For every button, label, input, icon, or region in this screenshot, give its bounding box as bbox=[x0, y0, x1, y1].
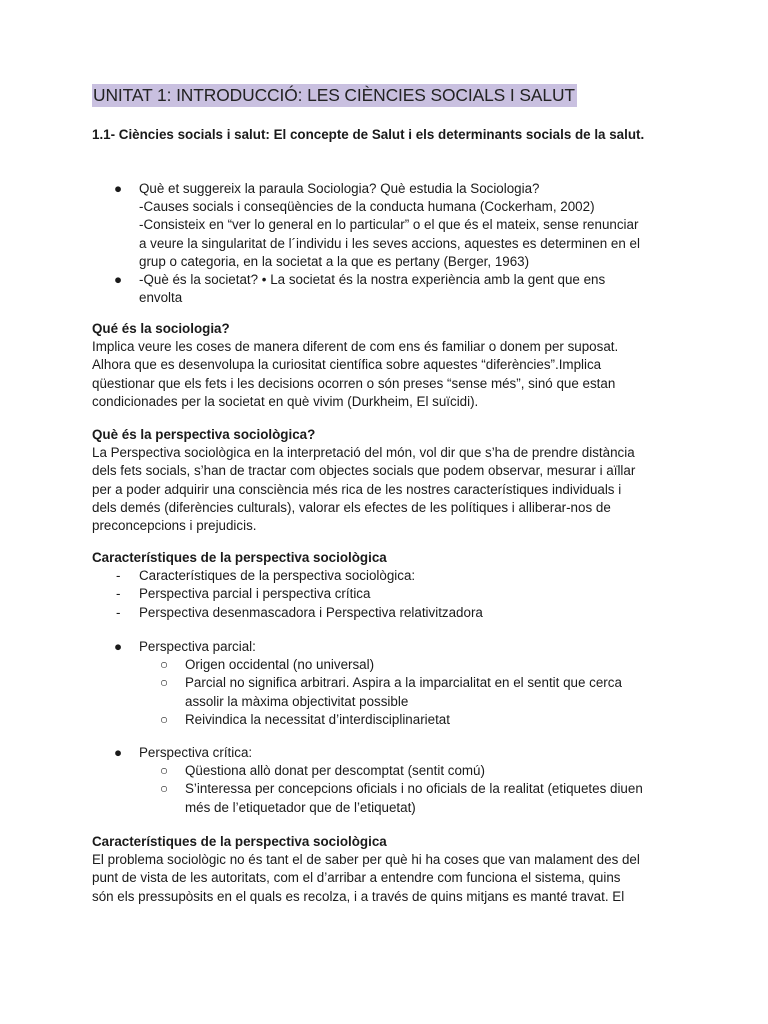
list-item-line: -Consisteix en “ver lo general en lo particular” o el que és el mateix, sense renunciar bbox=[139, 217, 639, 233]
section-characteristics-2 bbox=[92, 833, 682, 906]
bullet-icon: ● bbox=[114, 181, 123, 196]
list-item-line: Què et suggereix la paraula Sociologia? Què estudia la Sociologia? bbox=[139, 181, 540, 196]
section-heading: Qué és la sociologia? bbox=[92, 321, 230, 336]
circle-bullet-icon: ○ bbox=[160, 675, 169, 691]
list-item-text: Qüestiona allò donat per descomptat (sentit comú) bbox=[185, 763, 485, 779]
dash-marker: - bbox=[116, 586, 121, 602]
list-item-text: Perspectiva parcial i perspectiva crítica bbox=[139, 586, 371, 602]
bullet-icon: ● bbox=[114, 745, 123, 760]
sub-list-item bbox=[92, 656, 682, 674]
list-item-line: a veure la singularitat de l´individu i les seves accions, aquestes es determinen en el bbox=[139, 235, 640, 251]
circle-bullet-icon: ○ bbox=[160, 711, 169, 727]
list-item bbox=[92, 567, 682, 585]
section-heading: Què és la perspectiva sociològica? bbox=[92, 427, 316, 442]
list-item-line: envolta bbox=[139, 290, 183, 306]
paragraph-line: La Perspectiva sociològica en la interpretació del món, vol dir que s’ha de prendre distància bbox=[92, 445, 635, 461]
list-item-line: Parcial no significa arbitrari. Aspira a la imparcialitat en el sentit que cerca bbox=[185, 675, 622, 691]
section-heading: Característiques de la perspectiva sociològica bbox=[92, 834, 387, 849]
paragraph-line: qüestionar que els fets i les decisions ocorren o són preses “sense més”, sinó que estan bbox=[92, 375, 616, 391]
list-item-line: més de l’etiquetador que de l’etiquetat) bbox=[185, 799, 416, 815]
paragraph-line: El problema sociològic no és tant el de saber per què hi ha coses que van malament des del bbox=[92, 852, 640, 868]
list-item bbox=[92, 638, 682, 656]
partial-perspective-list bbox=[92, 638, 682, 729]
paragraph-line: condicionades per la societat en què vivim (Durkheim, El suïcidi). bbox=[92, 393, 479, 409]
list-item bbox=[92, 585, 682, 603]
dash-marker: - bbox=[116, 604, 121, 620]
bullet-icon: ● bbox=[114, 639, 123, 654]
critical-perspective-list bbox=[92, 744, 682, 817]
paragraph-line: dels demés (diferències culturals), valorar els efectes de les polítiques i alliberar-nos de bbox=[92, 499, 611, 515]
paragraph-line: dels fets socials, s’han de tractar com objectes socials que podem observar, mesurar i aïllar bbox=[92, 463, 636, 479]
paragraph-line: preconcepcions i prejudicis. bbox=[92, 518, 257, 534]
circle-bullet-icon: ○ bbox=[160, 657, 169, 673]
list-item-text: Característiques de la perspectiva sociològica: bbox=[139, 568, 416, 584]
sub-list-item bbox=[92, 674, 682, 710]
section-characteristics bbox=[92, 549, 682, 622]
list-item bbox=[92, 604, 682, 622]
bullet-icon: ● bbox=[114, 272, 123, 288]
list-item-text: Perspectiva desenmascadora i Perspectiva relativitzadora bbox=[139, 604, 483, 620]
list-item-line: S’interessa per concepcions oficials i no oficials de la realitat (etiquetes diuen bbox=[185, 781, 643, 797]
intro-question-list bbox=[92, 180, 682, 307]
sub-list-item bbox=[92, 762, 682, 780]
paragraph-line: Implica veure les coses de manera diferent de com ens és familiar o donem per suposat. bbox=[92, 339, 619, 355]
section-subtitle: 1.1- Ciències socials i salut: El concepte de Salut i els determinants socials de la salut. bbox=[92, 127, 645, 142]
dash-marker: - bbox=[116, 568, 121, 584]
paragraph-line: per a poder adquirir una consciència més rica de les nostres característiques individuals i bbox=[92, 481, 622, 497]
list-item-line: grup o categoria, en la societat a la que es pertany (Berger, 1963) bbox=[139, 253, 530, 269]
list-item-text: Perspectiva crítica: bbox=[139, 745, 253, 760]
list-item bbox=[92, 180, 682, 271]
sub-list-item bbox=[92, 711, 682, 729]
page-title: UNITAT 1: INTRODUCCIÓ: LES CIÈNCIES SOCIALS I SALUT bbox=[93, 85, 575, 105]
list-item bbox=[92, 744, 682, 762]
list-item-text: Perspectiva parcial: bbox=[139, 639, 256, 654]
list-item bbox=[92, 271, 682, 307]
section-what-is-sociology bbox=[92, 320, 682, 411]
list-item-text: Origen occidental (no universal) bbox=[185, 657, 375, 673]
circle-bullet-icon: ○ bbox=[160, 781, 169, 797]
paragraph-line: punt de vista de les autoritats, com el d’arribar a entendre com funciona el sistema, quins bbox=[92, 870, 621, 886]
paragraph-line: són els pressupòsits en el quals es recolza, i a través de quins mitjans es manté travat. El bbox=[92, 888, 625, 904]
list-item-text: Reivindica la necessitat d’interdisciplinarietat bbox=[185, 711, 450, 727]
circle-bullet-icon: ○ bbox=[160, 763, 169, 779]
list-item-line: assolir la màxima objectivitat possible bbox=[185, 693, 409, 709]
section-sociological-perspective bbox=[92, 426, 682, 535]
section-heading: Característiques de la perspectiva sociològica bbox=[92, 550, 387, 565]
list-item-line: -Què és la societat? • La societat és la nostra experiència amb la gent que ens bbox=[139, 272, 606, 288]
sub-list-item bbox=[92, 780, 682, 816]
list-item-line: -Causes socials i conseqüències de la conducta humana (Cockerham, 2002) bbox=[139, 199, 595, 215]
paragraph-line: Alhora que es desenvolupa la curiositat científica sobre aquestes “diferències”.Implica bbox=[92, 357, 602, 373]
